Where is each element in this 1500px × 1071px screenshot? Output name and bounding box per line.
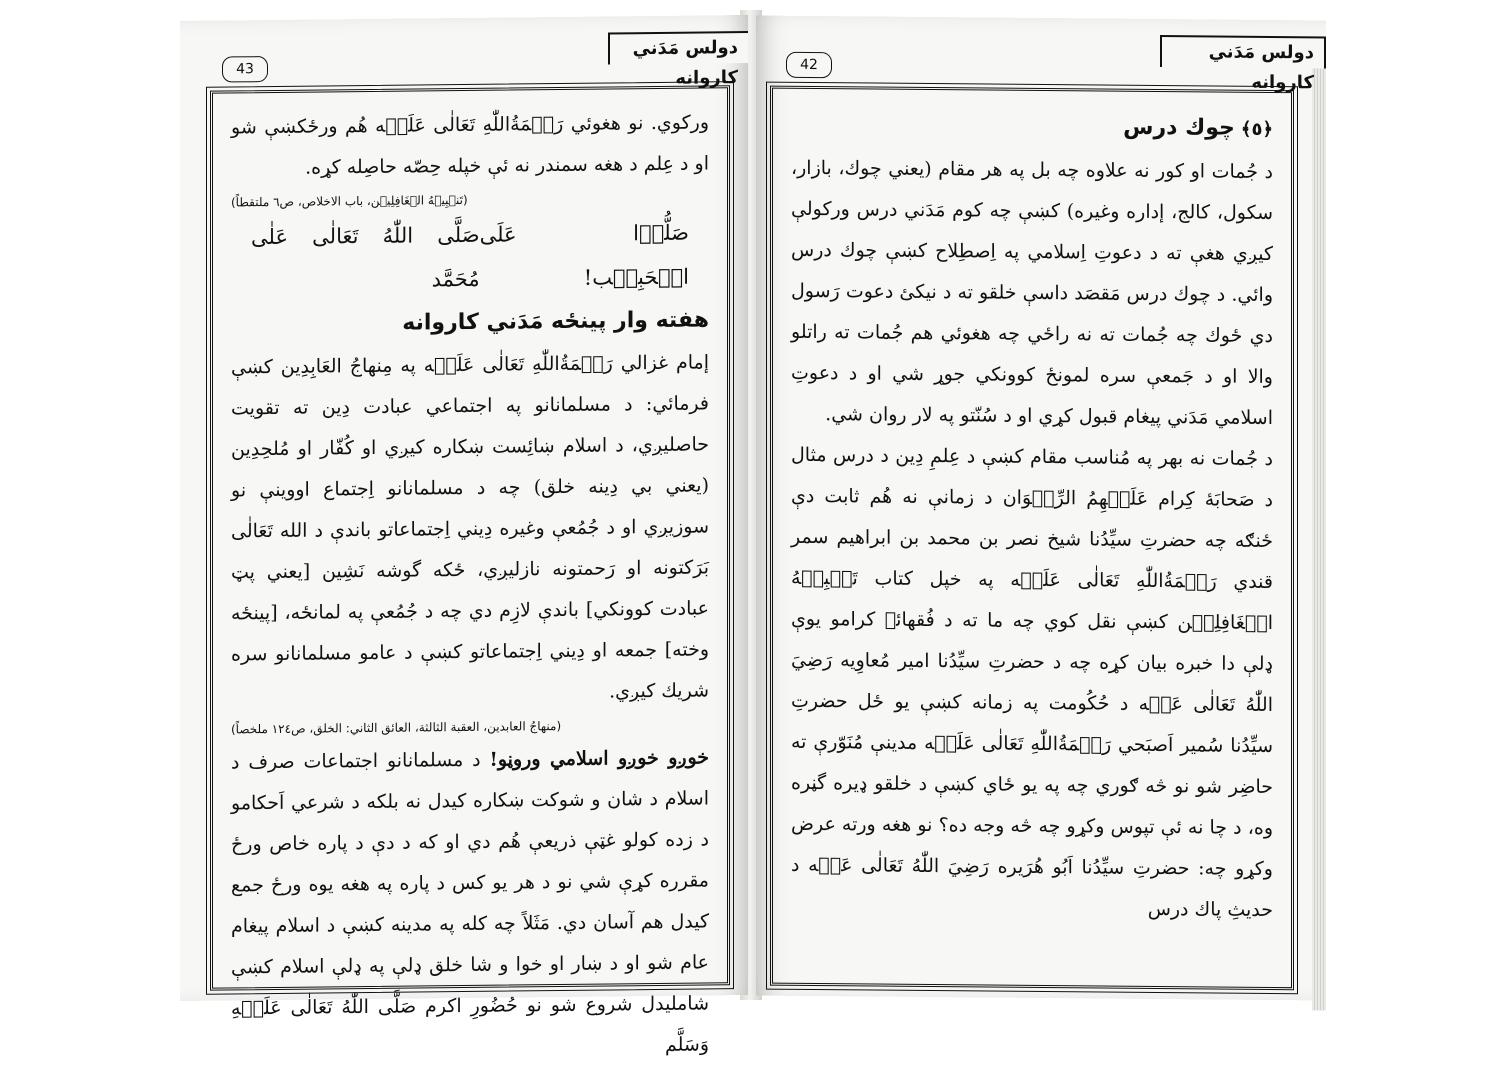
right-page-text-frame — [770, 86, 1294, 991]
open-book — [150, 0, 1350, 1056]
right-page-header — [756, 32, 1326, 94]
running-head: دولس مَدَني كاروانه — [1160, 35, 1326, 68]
running-head: دولس مَدَني كاروانه — [608, 31, 748, 64]
page-number: 43 — [222, 56, 268, 82]
left-page-text-frame — [210, 85, 730, 1056]
paragraph-1: د جُمات او كور نه علاوه چه بل په هر مقام (يعني چوك، بازار، سكول، كالج، إداره وغيره) كښې چه كوم مَدَني درس وركولې كيږي هغې ته د دعوتِ اِسلامي په اِصطِلاح كښې چوك درس وائي. د چوك درس مَقصَد داسې خلقو ته د نيكئ دعوت رَسول دي ځوك چه جُمات ته نه راځي چه هغوئي هم جُمات ته راتلو والا او د جَمعې سره لمونځ كوونكي جوړ شي او د دعوتِ اسلامي مَدَني پيغام قبول كړي او د سُنّتو په لار روان شي. — [791, 156, 1273, 430]
left-page — [180, 15, 748, 1056]
section-heading — [791, 103, 1273, 152]
salawat-right: صَلُّوۡا عَلَى الۡحَبِيۡب! — [479, 220, 689, 290]
paragraph-bottom — [231, 737, 709, 1070]
reference-top: (تَنۡبِيۡهُ الۡغَافِلِيۡن، باب الاخلاص، ص٦ ملتقطاً) — [231, 192, 468, 210]
heading-marker: ﴿٥﴾ — [1240, 118, 1273, 141]
salawat-line — [231, 210, 709, 303]
paragraph-bottom-lead: خوږو خوږو اسلامي وروڼو! — [489, 746, 709, 771]
section-heading: هفته وار پينځه مَدَني كاروانه — [402, 307, 709, 336]
right-page — [756, 16, 1326, 1001]
paragraph-bottom-text: د مسلمانانو اجتماعات صرف د اسلام د شان و شوكت ښكاره كيدل نه بلكه د شرعي اَحكامو د زده كولو غټې ذريعې هُم دي او كه د دې د پاره خاص ورځ مقرره كړې شي نو د هر يو كس د پاره په هغه يوه ورځ جمع كيدل هم آسان دي. مَثَلاً چه كله په مدينه كښې د اسلام پيغام عام شو او د ښار او خوا و شا خلق ډلې په ډلې اسلام كښې شامليدل شروع شو نو حُضُورِ اكرم صَلَّى اللّٰهُ تَعَالٰى عَلَيۡهِ وَسَلَّم — [231, 748, 709, 1056]
paragraph-main: إمام غزالي رَحۡمَةُاللّٰهِ تَعَالٰى عَلَيۡه په مِنهاجُ العَابِدِين كښې فرمائي: د مسلمانانو په اجتماعي عبادت دِين ته تقويت حاصليږي، د اسلام ښائِست ښكاره كيږي او كُفّار او مُلحِدِين (يعني بي دِينه خلق) چه د مسلمانانو اِجتماع اووينې نو سوزيږي او د جُمُعې وغيره دِيني اِجتماعاتو باندې د الله تَعَالٰى بَرَكتونه او رَحمتونه نازليږي، ځكه گوشه نَشِين [يعني پټ عبادت كوونكي] باندې لازِم دي چه د جُمُعې په لمانځه، [پينځه وخته] جمعه او دِيني اِجتماعاتو كښې د عامو مسلمانانو سره شريك كيږي. — [231, 351, 709, 703]
left-page-header — [180, 31, 748, 89]
page-number: 42 — [786, 52, 832, 78]
reference-main: (منهاجُ العابدين، العقبة الثالثة، العائق الثاني: الخلق، ص١٢٤ ملخصاً) — [231, 718, 562, 737]
page-edges — [1312, 60, 1326, 1010]
heading-text: چوك درس — [1123, 114, 1235, 141]
paragraph-2: د جُمات نه بهر په مُناسب مقام كښې د عِلمِ دِين د درس مثال د صَحابَهٔ كِرام عَلَيۡهِمُ الرِّضۡوَان د زمانې نه هُم ثابت دې ځنګه چه حضرتِ سيِّدُنا شيخ نصر بن محمد بن ابراهيم سمر قندي رَحۡمَةُاللّٰهِ تَعَالٰى عَلَيۡه په خپل كتاب تَنۡبِيۡهُ الۡغَافِلِيۡن كښې نقل كوي چه ما ته د فُقهائے كرامو يوې ډلې دا خبره بيان كړه چه د حضرتِ سيِّدُنا امير مُعاوِيه رَضِيَ اللّٰهُ تَعَالٰى عَنۡه د حُكُومت په زمانه كښې يو ځل حضرتِ سيِّدُنا سُمير اَصبَحي رَحۡمَةُاللّٰهِ تَعَالٰى عَلَيۡه مدينې مُنَوّرې ته حاضِر شو نو څه ګوري چه په يو ځاي كښې د خلقو ډيره گڼره وه، د چا نه ئې تپوس وكړو چه څه وجه ده؟ نو هغه ورته عرض وكړو چه: حضرتِ سيِّدُنا اَبُو هُرَيره رَضِيَ اللّٰهُ تَعَالٰى عَنۡه د حديثِ پاك درس — [791, 443, 1273, 922]
salawat-left: صَلَّى اللّٰهُ تَعَالٰى عَلٰى مُحَمَّد — [251, 222, 480, 292]
paragraph-top: وركوي. نو هغوئي رَحۡمَةُاللّٰهِ تَعَالٰى عَلَيۡه هُم ورځكښې شو او د عِلم د هغه سمندر نه ئې خپله حِصّه حاصِله كړه. — [231, 111, 709, 179]
